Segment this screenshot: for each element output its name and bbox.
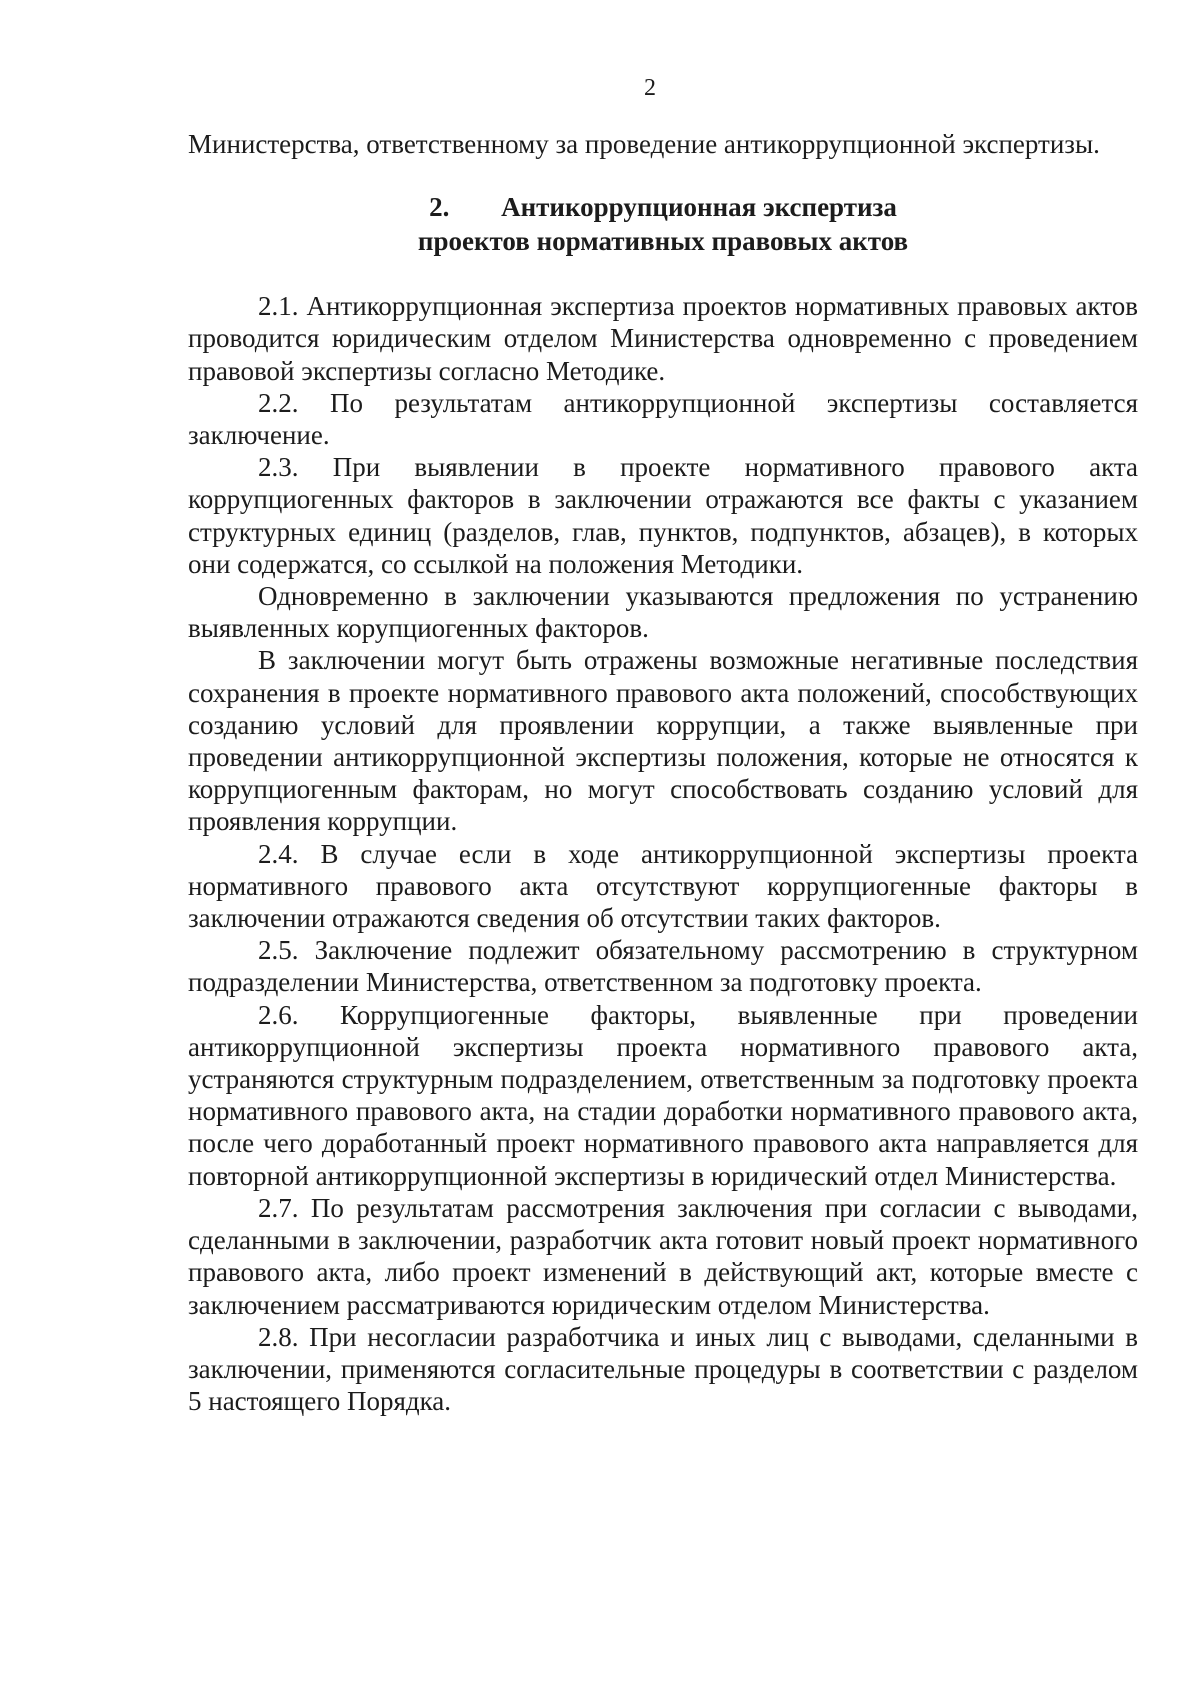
continuation-text: Министерства, ответственному за проведение антикоррупционной экспертизы.: [188, 129, 1100, 159]
section-title-line-2: проектов нормативных правовых актов: [417, 226, 909, 257]
paragraph-2-3: 2.3. При выявлении в проекте нормативного правового акта коррупциогенных факторов в заключении отражаются все факты с указанием структурных единиц (разделов, глав, пунктов, подпунктов, абзацев), в которых они содержатся, со ссылкой на положения Методики.: [188, 452, 1138, 579]
paragraph-2-7: 2.7. По результатам рассмотрения заключения при согласии с выводами, сделанными в заключении, разработчик акта готовит новый проект нормативного правового акта, либо проект изменений в действующий акт, которые вместе с заключением рассматриваются юридическим отделом Министерства.: [188, 1192, 1138, 1320]
document-body: [188, 128, 1138, 1417]
paragraph-2-2: 2.2. По результатам антикоррупционной экспертизы составляется заключение.: [188, 387, 1138, 451]
paragraph-2-3-proposals: Одновременно в заключении указываются предложения по устранению выявленных корупциогенных факторов.: [188, 581, 1138, 644]
paragraph-2-5: 2.5. Заключение подлежит обязательному рассмотрению в структурном подразделении Министерства, ответственном за подготовку проекта.: [188, 935, 1138, 998]
paragraph-2-6: 2.6. Коррупциогенные факторы, выявленные при проведении антикоррупционной экспертизы проекта нормативного правового акта, устраняются структурным подразделением, ответственным за подготовку проекта нормативного правового акта, на стадии доработки нормативного правового акта, после чего доработанный проект нормативного правового акта направляется для повторной антикоррупционной экспертизы в юридический отдел Министерства.: [188, 999, 1138, 1191]
paragraph-2-8: 2.8. При несогласии разработчика и иных лиц с выводами, сделанными в заключении, применяются согласительные процедуры в соответствии с разделом 5 настоящего Порядка.: [188, 1321, 1138, 1417]
paragraph-2-3-consequences: В заключении могут быть отражены возможные негативные последствия сохранения в проекте нормативного правового акта положений, способствующих созданию условий для проявлении коррупции, а также выявленные при проведении антикоррупционной экспертизы положения, которые не относятся к коррупциогенным факторам, но могут способствовать созданию условий для проявления коррупции.: [188, 645, 1138, 837]
page-number: 2: [644, 75, 656, 101]
section-number: 2.: [429, 192, 450, 223]
paragraph-2-4: 2.4. В случае если в ходе антикоррупционной экспертизы проекта нормативного правового акта отсутствуют коррупциогенные факторы в заключении отражаются сведения об отсутствии таких факторов.: [188, 838, 1138, 934]
section-title-line-1: Антикоррупционная экспертиза: [501, 192, 897, 223]
section-heading: [188, 190, 1138, 258]
paragraph-2-1: 2.1. Антикоррупционная экспертиза проектов нормативных правовых актов проводится юридическим отделом Министерства одновременно с проведением правовой экспертизы согласно Методике.: [188, 291, 1138, 386]
